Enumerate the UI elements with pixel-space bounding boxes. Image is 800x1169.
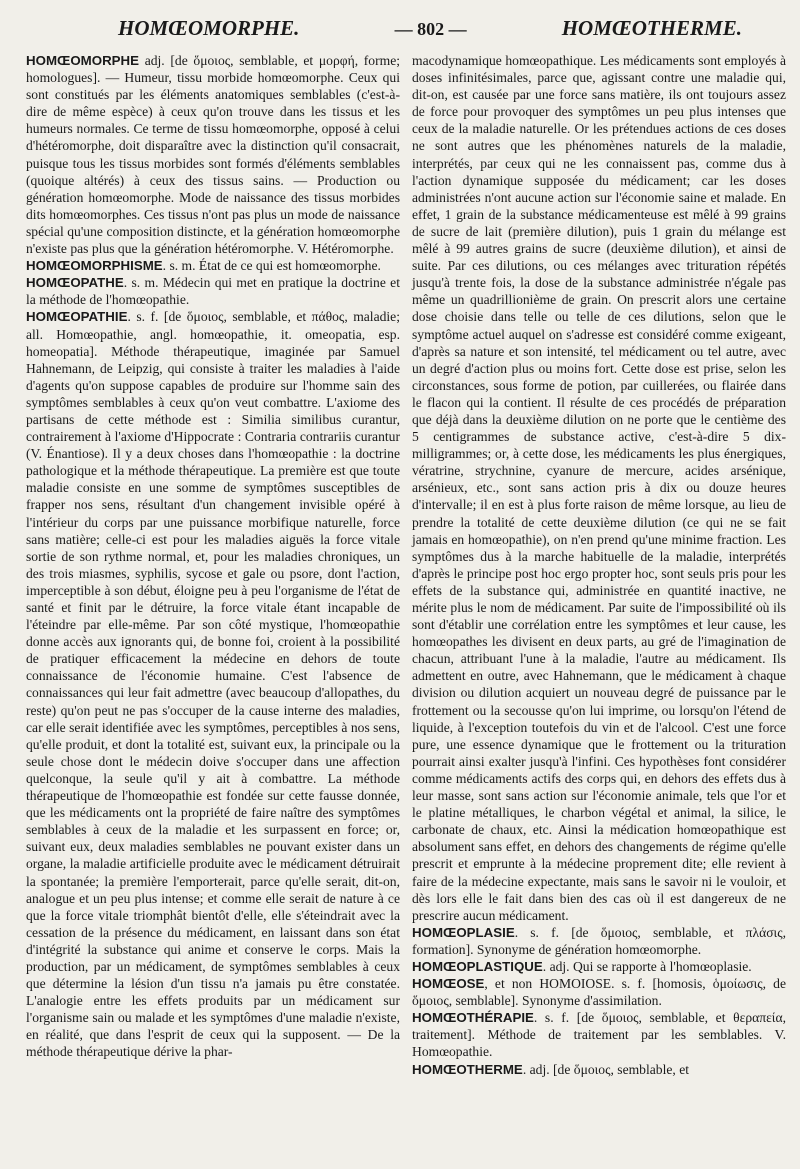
entry-text: adj. [de ὅμοιος, semblable, et μορφή, forme; homologues]. — Humeur, tissu morbide homœomorphe. Ceux qui sont constitués par les éléments anatomiques semblables (c'est-à-dire de même espèce) à ceux qu'on trouve dans les tissus et les humeurs normales. Ce terme de tissu homœomorphe, opposé à celui d'hétéromorphe, doit disparaître avec la distinction qu'il consacrait, puisque tous les tissus morbides sont formés d'éléments semblables (quoique altérés) à ceux des tissus sains. — Production ou génération homœomorphe. Mode de naissance des tissus morbides dits homœomorphes. Ces tissus n'ont pas plus un mode de naissance spécial qu'une composition distincte, et la génération homœomorphe n'existe pas plus que la génération hétéromorphe. V. Hétéromorphe. (26, 53, 400, 257)
entry-text: , et non HOMOIOSE. s. f. [homosis, ὁμοίωσις, de ὅμοιος, semblable]. Synonyme d'assimilation. (412, 976, 786, 1009)
headword: HOMŒOTHERME (412, 1061, 523, 1077)
entry (412, 958, 786, 975)
header-right-guide-word: HOMŒOTHERME. (561, 16, 742, 40)
headword: HOMŒOTHÉRAPIE (412, 1010, 534, 1026)
entry-text: . s. f. [de ὅμοιος, semblable, et πλάσις, formation]. Synonyme de génération homœomorphe. (412, 924, 786, 957)
entry-text: . s. f. [de ὅμοιος, semblable, et θεραπεία, traitement]. Méthode de traitement par les semblables. V. Homœopathie. (412, 1010, 786, 1060)
entry (412, 1061, 786, 1078)
entry-text: . s. m. État de ce qui est homœomorphe. (162, 258, 381, 274)
right-column (412, 52, 786, 1078)
entry (26, 257, 400, 274)
headword: HOMŒOMORPHE (26, 53, 140, 68)
entry (412, 924, 786, 958)
page-number: — 802 — (394, 19, 467, 39)
entry-text: macodynamique homœopathique. Les médicaments sont employés à doses infinitésimales, parce que, agissant contre une maladie qui, dit-on, est causée par une force sans matière, ils ont toujours assez de force pour provoquer des symptômes un peu plus intenses que ceux de la maladie naturelle. Or les prétendues actions de ces doses ne sont autres que les phénomènes naturels de la maladie, interprétés, par ceux qui ne les connaissent pas, comme dus à l'action dynamique supposée du médicament; car les doses administrées n'ont aucune action sur l'économie saine et malade. En effet, 1 grain de la substance médicamenteuse est mêlé à 99 grains de sucre de lait (première dilution), puis 1 grain du mélange est mêlé à 99 autres grains de sucre (deuxième dilution), et ainsi de suite. Par ces dilutions, ou ces mélanges avec trituration répétés jusqu'à trente fois, la dose de la substance administrée n'égale pas même un quadrillionième de grain. On prescrit alors une certaine dose choisie dans telle ou telle de ces dilutions, selon que le symptôme actuel auquel on s'adresse est considéré comme exigeant, d'après sa nature et son intensité, tel médicament ou tel autre, avec un degré d'action plus ou moins fort. Cette dose est prise, selon les circonstances, sous forme de potion, par cuillerées, ou flairée dans le flacon qui la contient. Il résulte de ces procédés de préparation que déjà dans la deuxième dilution on ne porte que le centième des 5 centigrammes de substance active, c'est-à-dire 5 dix-milligrammes; or, à cette dose, les médicaments les plus énergiques, vératrine, strychnine, cyanure de mercure, acides arsénique, arsénieux, etc., sont sans action pris à dix ou douze heures d'intervalle; il en est à plus forte raison de même lorsque, au lieu de prendre la totalité de cette deuxième dilution (ce qui ne se fait jamais en homœopathie), on n'en prend qu'une minime fraction. Les symptômes dus à la marche habituelle de la maladie, interprétés d'après le principe post hoc ergo propter hoc, sont seuls pris pour les effets de la substance qui, administrée en quantité inactive, ne mérite plus le nom de médicament. Par suite de l'impossibilité où ils sont d'établir une corrélation entre les symptômes et leur cause, les homœopathes les divisent en deux parts, au gré de l'imagination de chacun, attribuant l'une à la maladie, l'autre au médicament. Ils admettent en outre, avec Hahnemann, que le médicament à chaque division ou dilution acquiert un nouveau degré de puissance par le frottement ou la secousse qu'on lui imprime, ou lorsqu'on l'étend de liquide, à l'exception toutefois du vin et de l'alcool. C'est une force pure, une essence dynamique que le frottement ou la trituration pourrait ainsi exalter jusqu'à l'infini. Ces hypothèses font considérer comme médicaments actifs des corps qui, en dehors des effets dus à leur masse, sont sans action sur l'économie animale, tels que l'or et le platine métalliques, le charbon végétal et animal, la silice, le carbonate de chaux, etc. Ainsi la médication homœopathique est absolument sans effet, en dehors des changements de régime qu'elle prescrit et emprunte à la médecine proprement dite; elle revient à faire de la médecine expectante, mais sans le savoir ni le vouloir, et dès lors elle le fait dans bien des cas où il est dangereux de ne prescrire aucun médicament. (412, 53, 786, 923)
headword: HOMŒOPLASIE (412, 924, 515, 940)
entry (412, 975, 786, 1009)
entry-text: . s. m. Médecin qui met en pratique la doctrine et la méthode de l'homœopathie. (26, 275, 400, 308)
header-left-guide-word: HOMŒOMORPHE. (118, 16, 300, 40)
entry-text: . adj. [de ὅμοιος, semblable, et (522, 1061, 690, 1077)
entry (26, 308, 400, 1060)
entry-text: . s. f. [de ὅμοιος, semblable, et πάθος, maladie; all. Homœopathie, angl. homœopathie, it. omeopatia, esp. homeopatia]. Méthode thérapeutique, imaginée par Samuel Hahnemann, de Leipzig, qui consiste à traiter les maladies à l'aide d'agents qu'on suppose capables de produire sur l'homme sain des symptômes semblables à ceux qu'on veut combattre. L'axiome des partisans de cette méthode est : Similia similibus curantur, contrairement à l'axiome d'Hippocrate : Contraria contrariis curantur (V. Énantiose). Il y a deux choses dans l'homœopathie : la doctrine pathologique et la méthode thérapeutique. La première est que toute maladie consiste en une somme de symptômes susceptibles de frapper nos sens, résultant d'un changement invisible opéré à l'intérieur du corps par une puissance morbifique naturelle, force sans matière; celle-ci est pour les maladies aiguës la force vitale sortie de son rythme normal, et, pour les maladies chroniques, un des trois miasmes, syphilis, sycose et gale ou psore, dont l'action, imperceptible à son début, éloigne peu à peu l'organisme de l'état de santé et finit par le détruire, la force vitale étant incapable de l'éteindre par elle-même. Par son côté mystique, l'homœopathie donne accès aux ignorants qui, de bonne foi, croient à la possibilité de pratiquer efficacement la médecine en dehors de toute connaissance de l'économie humaine. C'est l'absence de connaissances qui leur fait admettre (avec beaucoup d'allopathes, du reste) qu'on peut ne pas s'occuper de la cause interne des maladies, car elle serait identifiée avec les symptômes, perceptibles à nos sens, qu'elle produit, et dont la totalité est, suivant eux, la principale ou la seule chose dont le médecin doive s'occuper dans une affection quelconque, la seule qu'il y ait à combattre. La méthode thérapeutique de l'homœopathie est fondée sur cette fausse donnée, que les médicaments ont la propriété de faire naître des symptômes semblables à ceux de la maladie et les surpassent en force; or, suivant eux, deux maladies semblables ne pouvant exister dans un organe, la maladie artificielle produite avec le médicament détruirait la spontanée; la première l'emporterait, parce qu'elle serait, dit-on, analogue et un peu plus intense; et comme elle serait de nature à ce que la force vitale triomphât bientôt d'elle, elle s'éteindrait avec la cessation de la présence du médicament, en laissant dans son état d'intégrité la substance qui anime et conserve le corps. Mais la production, par un médicament, de symptômes semblables à ceux que détermine la lésion d'un tissu n'a jamais pu être constatée. L'analogie entre les effets produits par un médicament sur l'organisme sain ou malade et les symptômes d'une maladie n'existe, en réalité, que dans l'esprit de ceux qui la supposent. — De la méthode thérapeutique dérive la phar- (26, 309, 400, 1060)
entry-text: . adj. Qui se rapporte à l'homœoplasie. (542, 958, 752, 974)
entry-continuation (412, 52, 786, 924)
left-column (26, 52, 400, 1078)
entry (26, 52, 400, 257)
headword: HOMŒOPLASTIQUE (412, 958, 543, 974)
headword: HOMŒOPATHE (26, 275, 124, 291)
headword: HOMŒOMORPHISME (26, 258, 163, 274)
headword: HOMŒOPATHIE (26, 309, 128, 325)
entry (26, 274, 400, 308)
entry (412, 1009, 786, 1060)
running-header (26, 16, 786, 46)
headword: HOMŒOSE (412, 976, 485, 992)
text-columns (26, 52, 786, 1078)
